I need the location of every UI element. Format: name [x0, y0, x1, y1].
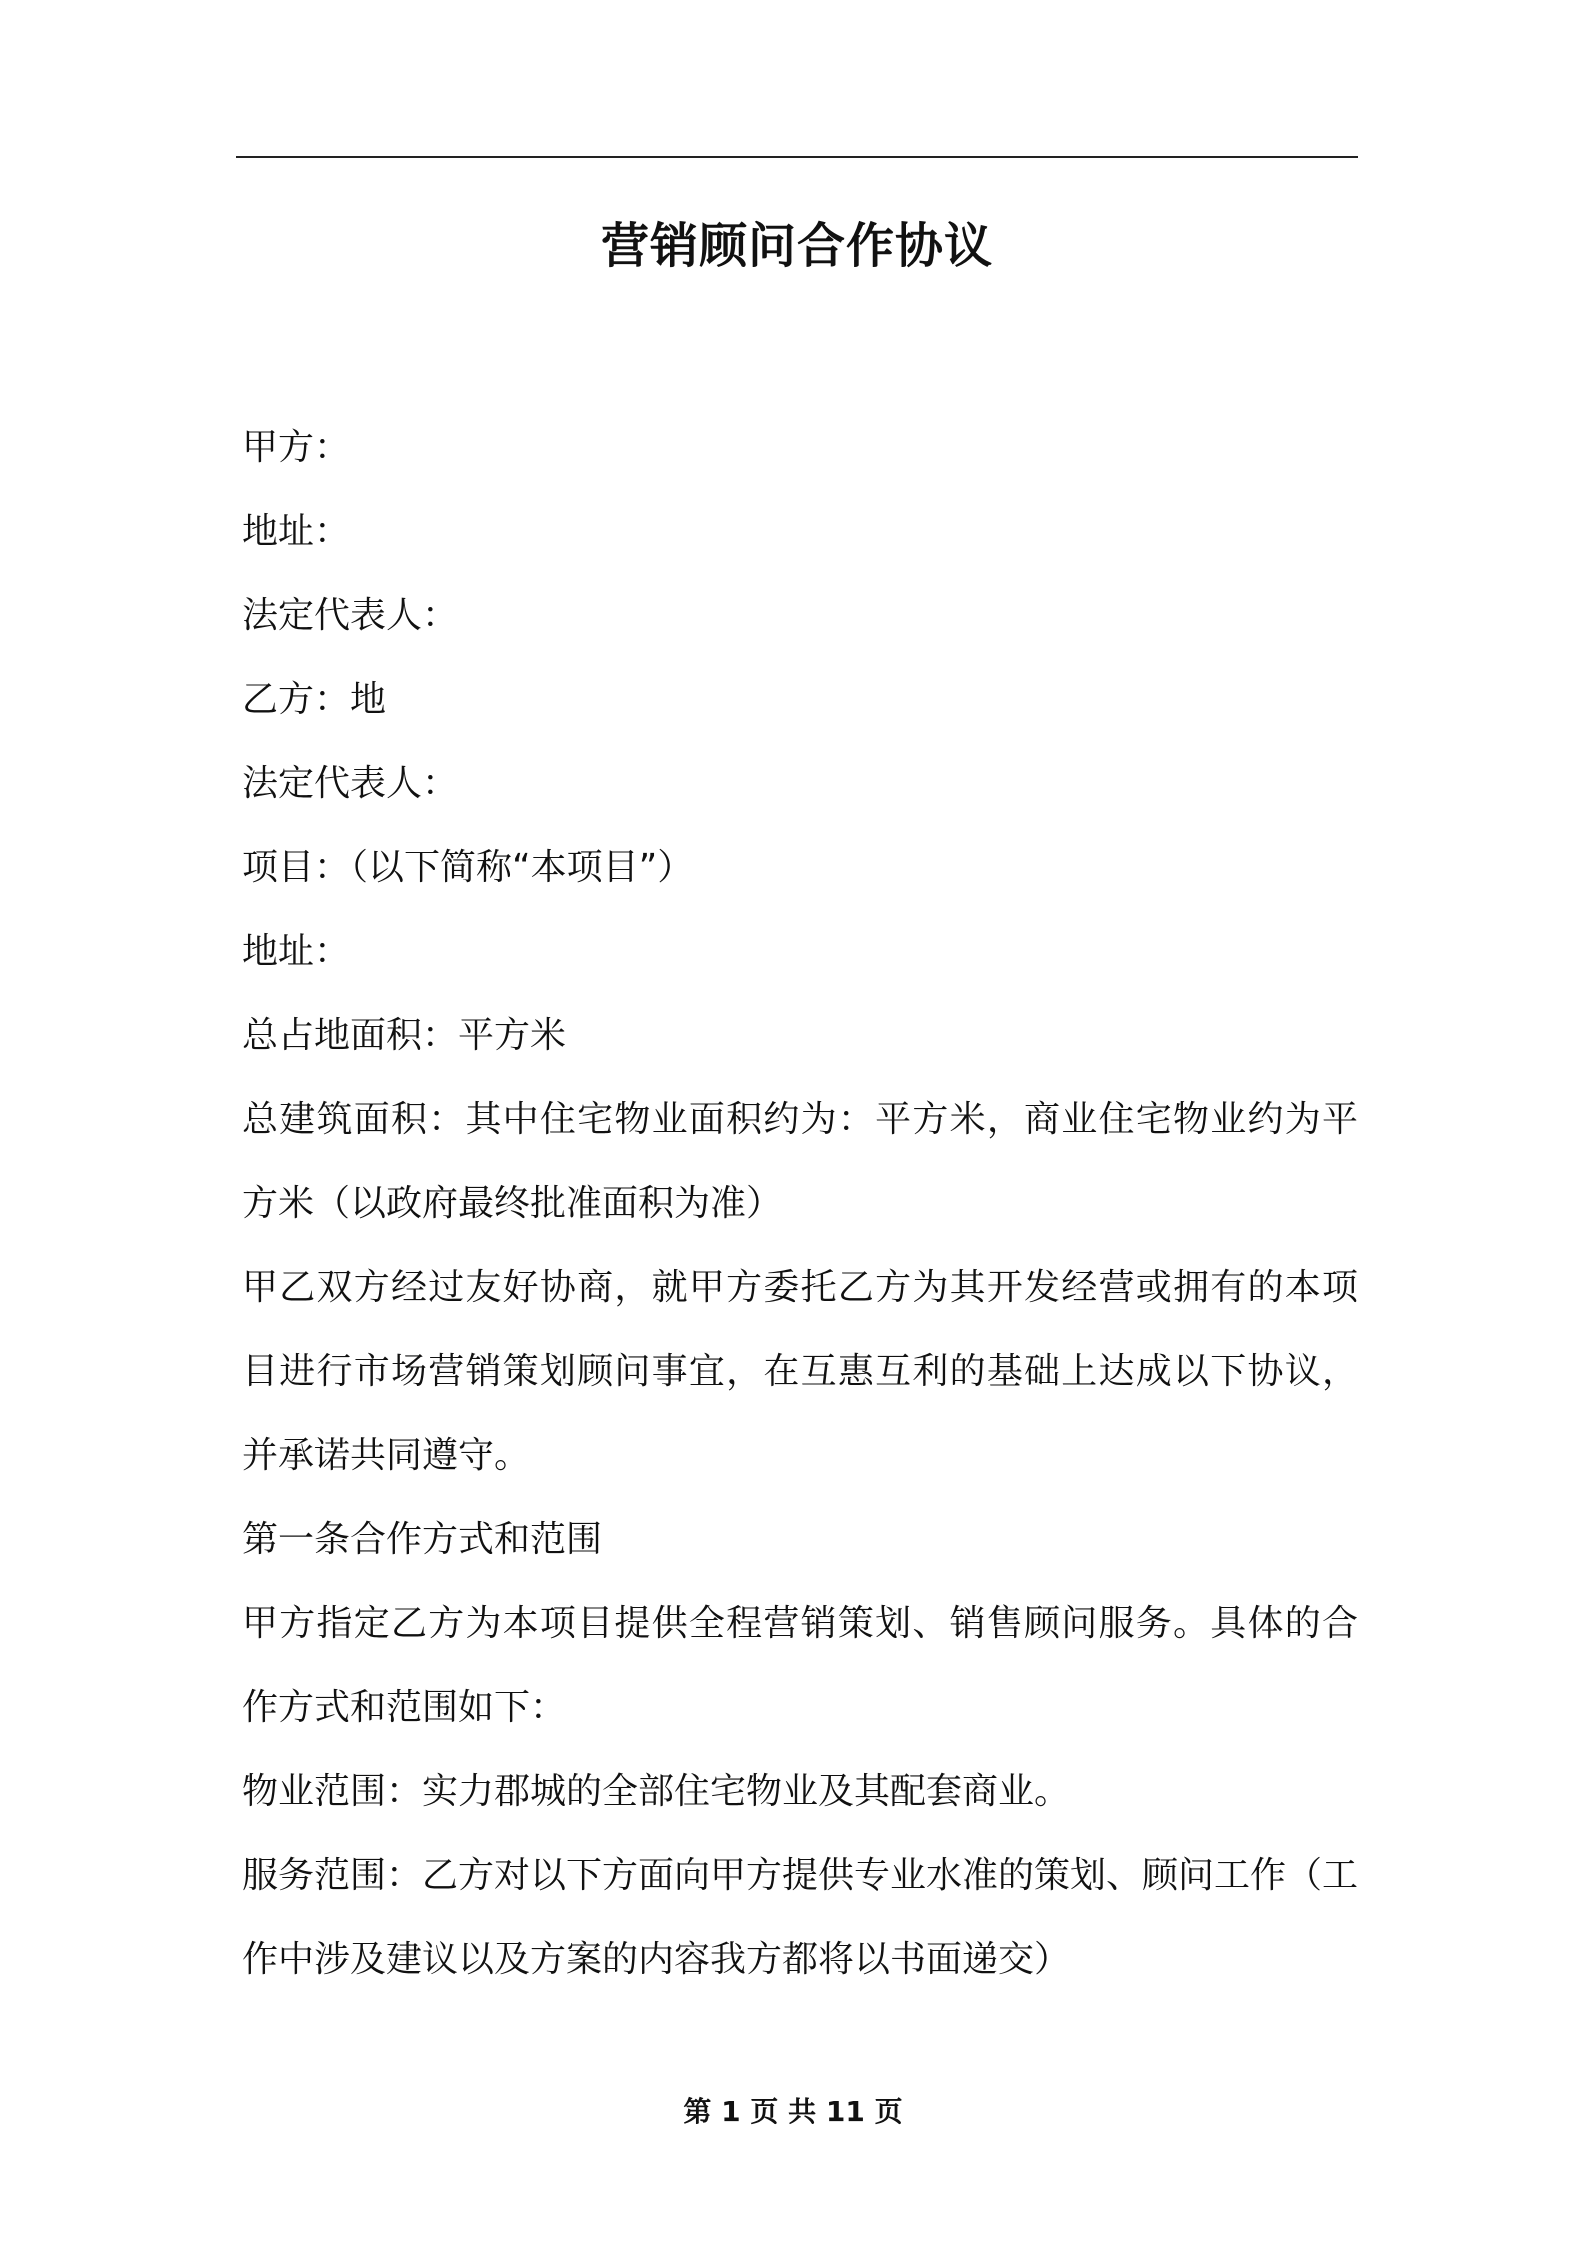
document-title: 营销顾问合作协议 [600, 218, 993, 274]
article-one-line-1: 甲方指定乙方为本项目提供全程营销策划、销售顾问服务。具体的合 [242, 1603, 1358, 1644]
service-scope-line-1: 服务范围：乙方对以下方面向甲方提供专业水准的策划、顾问工作（工 [242, 1855, 1358, 1896]
document-body [242, 406, 1358, 2002]
total-building-area-line: 总建筑面积：其中住宅物业面积约为：平方米，商业住宅物业约为平 [242, 1099, 1358, 1140]
total-building-area-line-cont: 方米（以政府最终批准面积为准） [242, 1183, 783, 1224]
service-scope-line-2: 作中涉及建议以及方案的内容我方都将以书面递交） [242, 1939, 1071, 1980]
preamble-line-1: 甲乙双方经过友好协商，就甲方委托乙方为其开发经营或拥有的本项 [242, 1267, 1358, 1308]
party-b-representative-line: 法定代表人： [242, 763, 459, 804]
header-rule [236, 156, 1358, 158]
total-land-area-line: 总占地面积：平方米 [242, 1015, 567, 1056]
party-a-line: 甲方： [242, 427, 351, 468]
preamble-line-3: 并承诺共同遵守。 [242, 1435, 531, 1476]
party-a-representative-line: 法定代表人： [242, 595, 459, 636]
project-line: 项目：（以下简称“本项目”） [242, 847, 694, 888]
project-address-line: 地址： [242, 931, 351, 972]
party-b-line: 乙方：地 [242, 679, 387, 720]
preamble-line-2: 目进行市场营销策划顾问事宜，在互惠互利的基础上达成以下协议， [242, 1351, 1358, 1392]
article-one-line-2: 作方式和范围如下： [242, 1687, 567, 1728]
page-number: 第 1 页 共 11 页 [683, 2095, 903, 2128]
article-one-heading: 第一条合作方式和范围 [242, 1519, 603, 1560]
party-a-address-line: 地址： [242, 511, 351, 552]
property-scope-line: 物业范围：实力郡城的全部住宅物业及其配套商业。 [242, 1771, 1071, 1812]
